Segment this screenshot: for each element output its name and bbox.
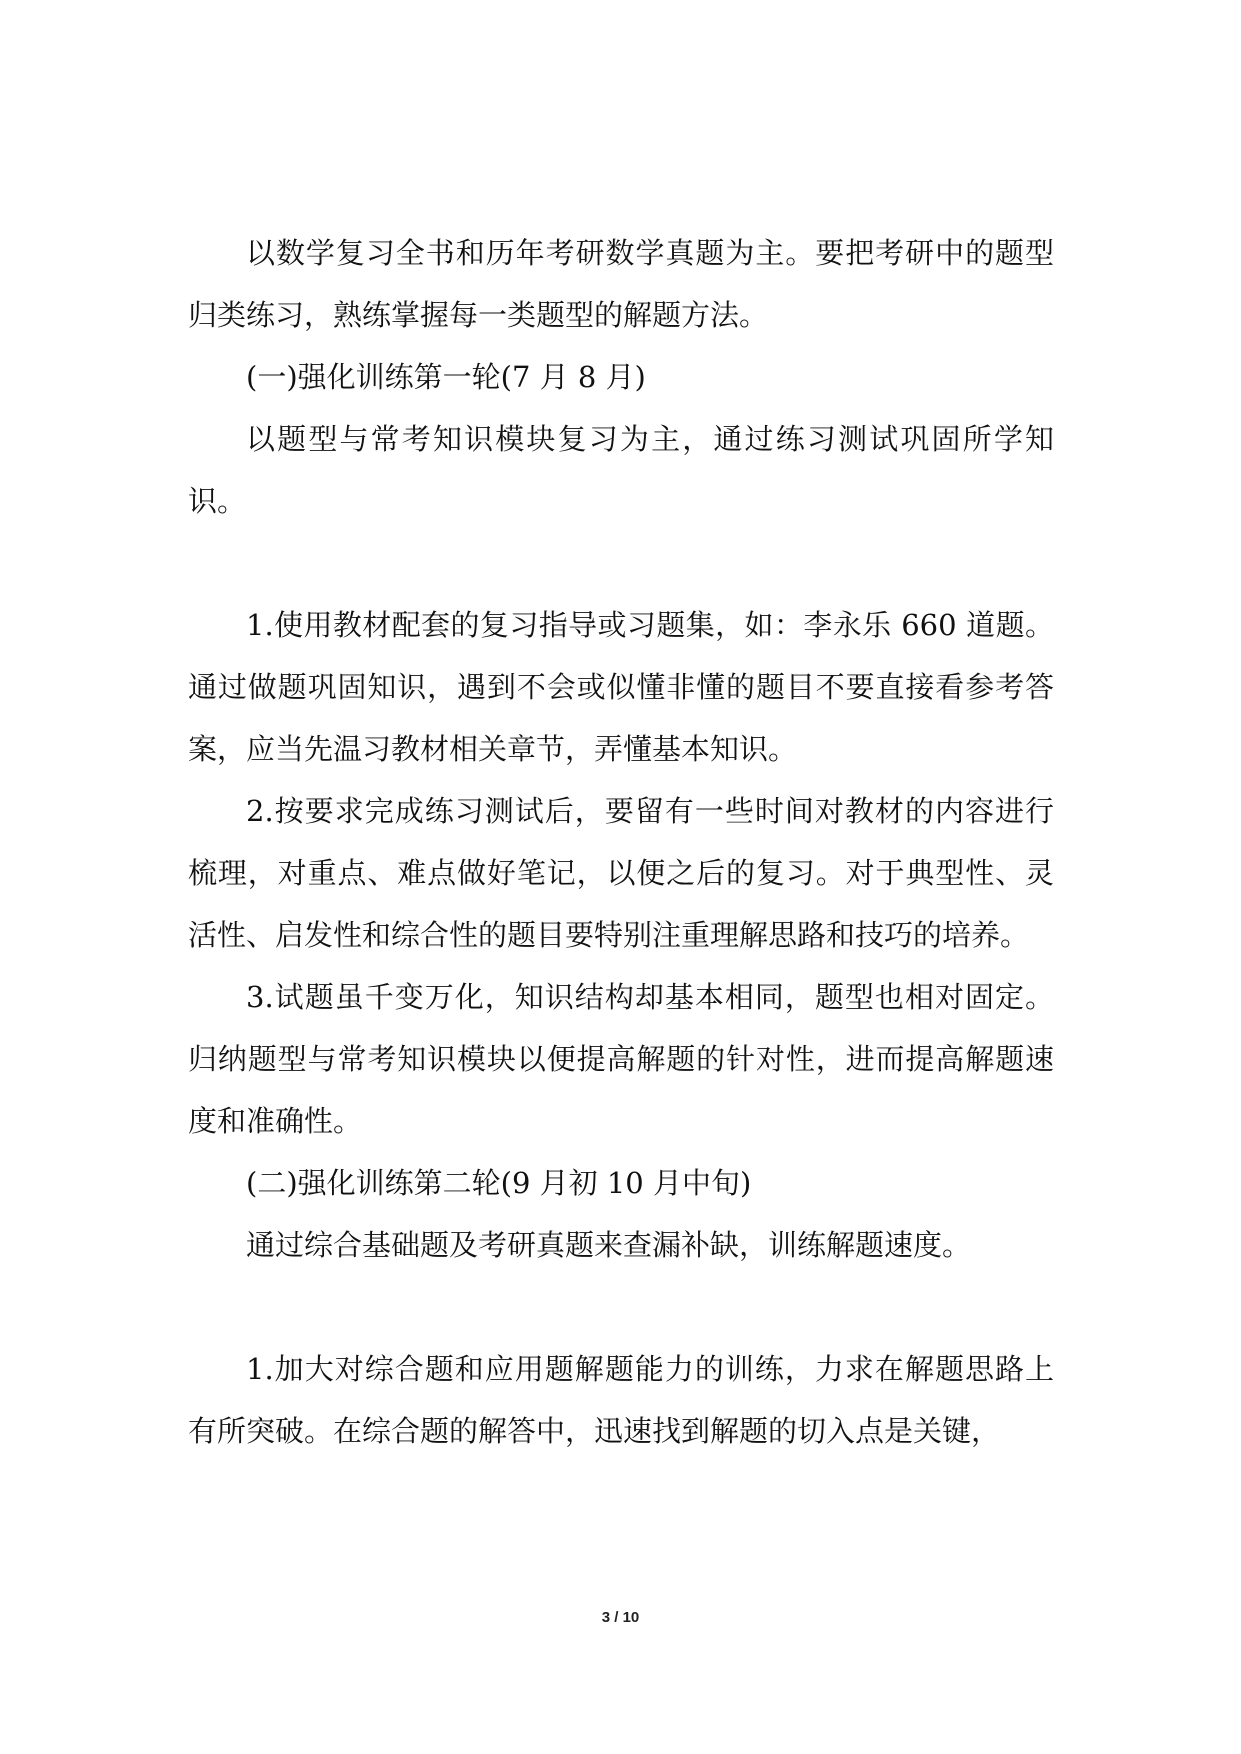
- page-number: 3 / 10: [601, 1609, 640, 1626]
- heading-round-one: (一)强化训练第一轮(7 月 8 月): [246, 360, 646, 394]
- paragraph-round-two-intro: 通过综合基础题及考研真题来查漏补缺，训练解题速度。: [246, 1228, 972, 1262]
- document-body: [188, 222, 1054, 1462]
- heading-round-two: (二)强化训练第二轮(9 月初 10 月中旬): [246, 1166, 752, 1200]
- paragraph-round-two-item-1: 1.加大对综合题和应用题解题能力的训练，力求在解题思路上有所突破。在综合题的解答中，迅速找到解题的切入点是关键，: [188, 1352, 1054, 1448]
- paragraph-round-one-item-1: 1.使用教材配套的复习指导或习题集，如：李永乐 660 道题。通过做题巩固知识，遇到不会或似懂非懂的题目不要直接看参考答案，应当先温习教材相关章节，弄懂基本知识。: [188, 608, 1054, 766]
- paragraph-round-one-item-3: 3.试题虽千变万化，知识结构却基本相同，题型也相对固定。归纳题型与常考知识模块以便提高解题的针对性，进而提高解题速度和准确性。: [188, 980, 1054, 1138]
- paragraph-round-one-intro: 以题型与常考知识模块复习为主，通过练习测试巩固所学知识。: [188, 422, 1054, 518]
- paragraph-review-materials: 以数学复习全书和历年考研数学真题为主。要把考研中的题型归类练习，熟练掌握每一类题型的解题方法。: [188, 236, 1054, 332]
- paragraph-round-one-item-2: 2.按要求完成练习测试后，要留有一些时间对教材的内容进行梳理，对重点、难点做好笔记，以便之后的复习。对于典型性、灵活性、启发性和综合性的题目要特别注重理解思路和技巧的培养。: [188, 794, 1054, 952]
